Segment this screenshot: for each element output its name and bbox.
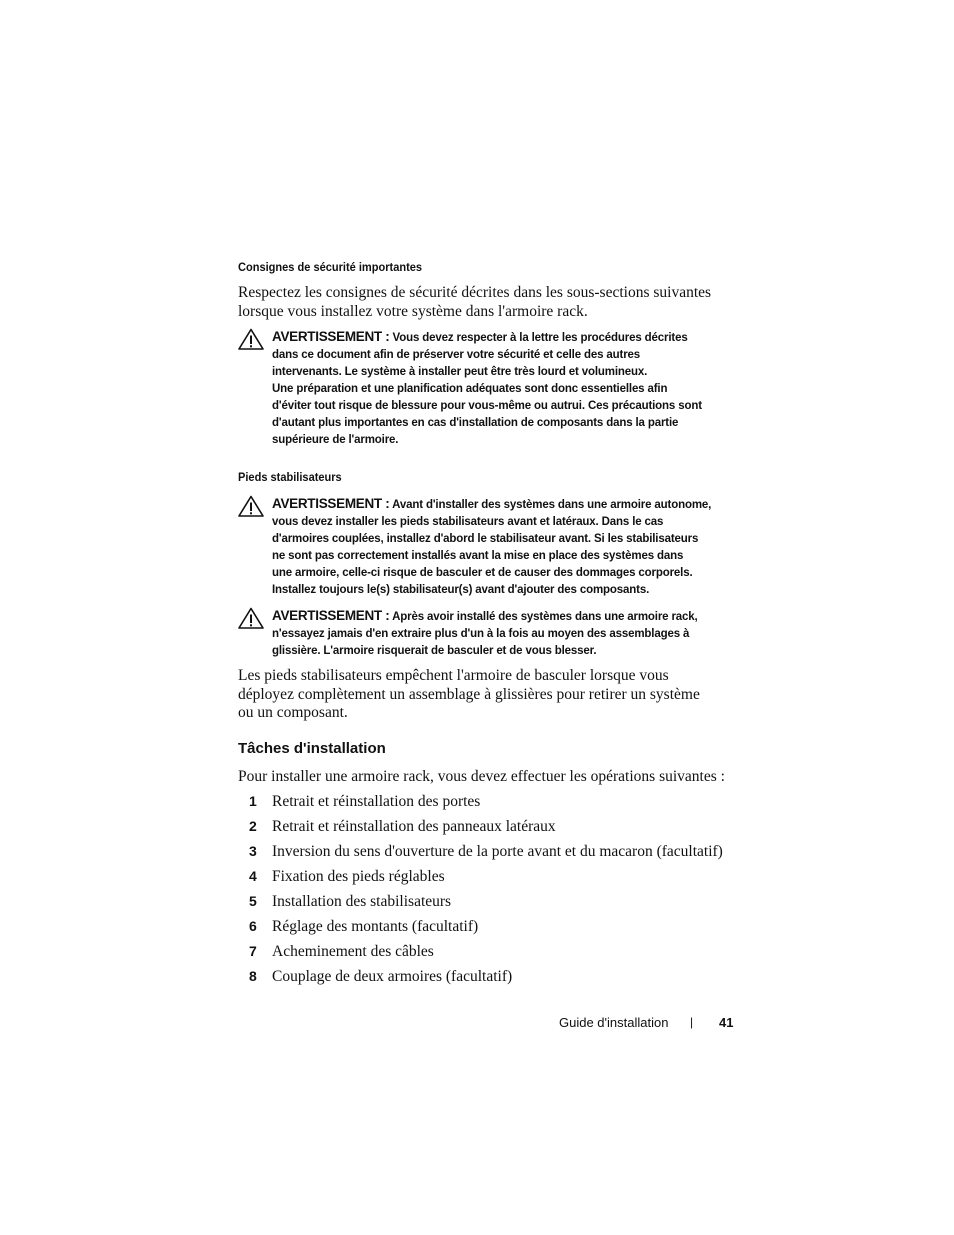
text-line: Les pieds stabilisateurs empêchent l'armoire de basculer lorsque vous <box>238 667 669 684</box>
list-item <box>238 967 758 992</box>
warning-line: Une préparation et une planification adéquates sont donc essentielles afin <box>272 383 668 395</box>
warning-triangle-icon <box>238 328 264 350</box>
warning-line: vous devez installer les pieds stabilisateurs avant et latéraux. Dans le cas <box>272 516 664 528</box>
list-item <box>238 892 758 917</box>
text-line: Respectez les consignes de sécurité décrites dans les sous-sections suivantes <box>238 284 712 301</box>
step-text: Acheminement des câbles <box>272 943 434 960</box>
warning-line: intervenants. Le système à installer peut être très lourd et volumineux. <box>272 366 648 378</box>
warning-line: ne sont pas correctement installés avant la mise en place des systèmes dans <box>272 550 684 562</box>
section-title-installation-tasks: Tâches d'installation <box>238 740 386 757</box>
warning-line: d'autant plus importantes en cas d'installation de composants dans la partie <box>272 417 679 429</box>
warning-line: une armoire, celle-ci risque de basculer et de causer des dommages corporels. <box>272 567 693 579</box>
warning-line: d'éviter tout risque de blessure pour vous-même ou autrui. Ces précautions sont <box>272 400 702 412</box>
step-text: Retrait et réinstallation des panneaux latéraux <box>272 818 556 835</box>
warning-triangle-icon <box>238 495 264 517</box>
tasks-intro: Pour installer une armoire rack, vous devez effectuer les opérations suivantes : <box>238 768 725 785</box>
warning-label: AVERTISSEMENT : <box>272 329 390 344</box>
step-text: Inversion du sens d'ouverture de la porte avant et du macaron (facultatif) <box>272 843 723 860</box>
list-item <box>238 817 758 842</box>
warning-line: d'armoires couplées, installez d'abord le stabilisateur avant. Si les stabilisateurs <box>272 533 699 545</box>
step-number: 5 <box>249 893 257 909</box>
step-text: Réglage des montants (facultatif) <box>272 918 479 935</box>
warning-notice-general <box>238 328 738 453</box>
step-number: 1 <box>249 793 257 809</box>
warning-line <box>272 607 742 626</box>
step-number: 3 <box>249 843 257 859</box>
step-number: 2 <box>249 818 257 834</box>
step-text: Retrait et réinstallation des portes <box>272 793 481 810</box>
list-item <box>238 942 758 967</box>
safety-intro-paragraph <box>238 284 738 321</box>
warning-text: Avant d'installer des systèmes dans une armoire autonome, <box>389 499 712 511</box>
step-text: Installation des stabilisateurs <box>272 893 452 910</box>
warning-line: dans ce document afin de préserver votre sécurité et celle des autres <box>272 349 641 361</box>
section-heading-safety: Consignes de sécurité importantes <box>238 260 423 274</box>
step-number: 8 <box>249 968 257 984</box>
step-number: 4 <box>249 868 257 884</box>
warning-text: Vous devez respecter à la lettre les procédures décrites <box>389 332 688 344</box>
warning-text: Après avoir installé des systèmes dans une armoire rack, <box>389 611 698 623</box>
text-line: déployez complètement un assemblage à glissières pour retirer un système <box>238 685 700 703</box>
list-item <box>238 792 758 817</box>
warning-line <box>272 495 742 514</box>
list-item <box>238 867 758 892</box>
step-text: Fixation des pieds réglables <box>272 868 445 885</box>
installation-steps-list <box>238 792 758 992</box>
step-text: Couplage de deux armoires (facultatif) <box>272 968 513 985</box>
footer-guide-title: Guide d'installation <box>559 1015 669 1030</box>
step-number: 7 <box>249 943 257 959</box>
step-number: 6 <box>249 918 257 934</box>
list-item <box>238 842 758 867</box>
footer-separator: | <box>690 1015 694 1029</box>
section-heading-stabilizers: Pieds stabilisateurs <box>238 470 342 484</box>
page-number: 41 <box>719 1015 734 1030</box>
warning-triangle-icon <box>238 607 264 629</box>
stabilizer-paragraph <box>238 667 738 723</box>
warning-line <box>272 328 742 347</box>
warning-line: glissière. L'armoire risquerait de basculer et de vous blesser. <box>272 645 597 657</box>
warning-line: supérieure de l'armoire. <box>272 434 399 446</box>
list-item <box>238 917 758 942</box>
warning-label: AVERTISSEMENT : <box>272 496 390 511</box>
text-line: ou un composant. <box>238 704 348 721</box>
warning-line: n'essayez jamais d'en extraire plus d'un à la fois au moyen des assemblages à <box>272 628 690 640</box>
text-line: lorsque vous installez votre système dans l'armoire rack. <box>238 302 588 320</box>
warning-line: Installez toujours le(s) stabilisateur(s) avant d'ajouter des composants. <box>272 584 650 596</box>
warning-notice-stabilizers <box>238 495 738 600</box>
warning-label: AVERTISSEMENT : <box>272 608 390 623</box>
warning-notice-slides <box>238 607 738 662</box>
